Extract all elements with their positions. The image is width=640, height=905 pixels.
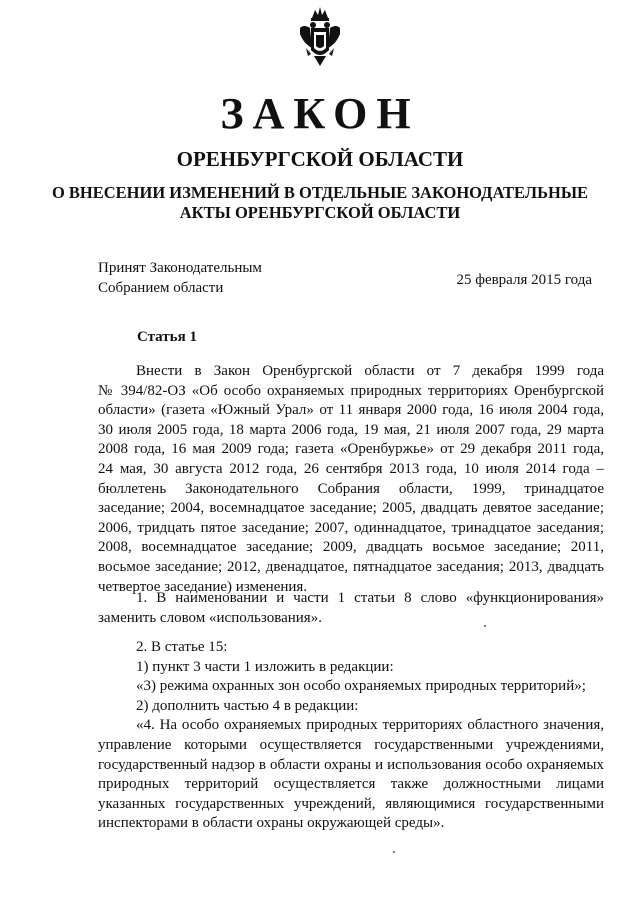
text-line: восьмое заседание; 2012, двенадцатое, пятнадцатое заседания; 2013, двадцать xyxy=(98,558,604,575)
text-line: 30 июля 2005 года, 18 марта 2006 года, 19 мая, 21 июля 2007 года, 29 марта xyxy=(98,421,604,438)
text-line: 2) дополнить частью 4 в редакции: xyxy=(136,697,359,714)
text-line: 2006, тридцать пятое заседание; 2007, одиннадцатое, тринадцатое заседания; xyxy=(98,519,604,536)
text-line: 2008, восемнадцатое заседание; 2009, двадцать восьмое заседание; 2011, xyxy=(98,539,604,556)
text-line: заменить словом «использования». xyxy=(98,609,322,626)
text-line: государственный надзор в области охраны и использования особо охраняемых xyxy=(98,756,604,773)
subject-line: О ВНЕСЕНИИ ИЗМЕНЕНИЙ В ОТДЕЛЬНЫЕ ЗАКОНОДАТЕЛЬНЫЕ xyxy=(51,183,589,202)
adoption-line: Собранием области xyxy=(98,280,224,296)
text-line: «3) режима охранных зон особо охраняемых природных территорий»; xyxy=(136,678,586,695)
article-heading: Статья 1 xyxy=(137,329,197,345)
coat-of-arms-icon xyxy=(298,4,342,70)
text-line: четвертое заседание) изменения. xyxy=(98,578,308,595)
text-line: природных территорий осуществляется также должностными лицами xyxy=(98,776,604,793)
document-subject xyxy=(0,183,640,223)
scan-speck xyxy=(393,851,395,853)
scan-speck xyxy=(484,625,486,627)
text-line: № 394/82-ОЗ «Об особо охраняемых природных территориях Оренбургской xyxy=(98,382,604,399)
text-line: 24 мая, 30 августа 2012 года, 26 сентября 2013 года, 10 июля 2014 года – xyxy=(98,460,604,477)
text-line: области» (газета «Южный Урал» от 11 января 2000 года, 16 июля 2004 года, xyxy=(98,402,604,419)
text-line: «4. На особо охраняемых природных территориях областного значения, xyxy=(136,717,604,734)
subject-line: АКТЫ ОРЕНБУРГСКОЙ ОБЛАСТИ xyxy=(179,203,461,222)
text-line: 1) пункт 3 части 1 изложить в редакции: xyxy=(136,658,394,675)
text-line: Внести в Закон Оренбургской области от 7 декабря 1999 года xyxy=(136,363,604,379)
intro-paragraph xyxy=(98,362,604,597)
document-region: ОРЕНБУРГСКОЙ ОБЛАСТИ xyxy=(176,147,464,171)
text-line: инспекторами в области охраны окружающей среды». xyxy=(98,815,445,832)
text-line: 2. В статье 15: xyxy=(136,639,228,655)
text-line: 1. В наименовании и части 1 статьи 8 слово «функционирования» xyxy=(136,590,604,606)
text-line: 2008 года, 16 мая 2009 года; газета «Оренбуржье» от 29 декабря 2011 года, xyxy=(98,441,604,458)
text-line: указанных государственных учреждений, являющимися государственными xyxy=(98,795,604,812)
document-title: ЗАКОН xyxy=(220,89,420,138)
item-1-paragraph xyxy=(98,589,604,628)
adoption-block xyxy=(98,258,262,298)
text-line: заседание; 2004, восемнадцатое заседание; 2005, двадцать девятое заседание; xyxy=(98,500,604,517)
text-line: бюллетень Законодательного Собрания области, 1999, тринадцатое xyxy=(98,480,604,497)
item-2-paragraph xyxy=(98,638,604,834)
text-line: управление которыми осуществляется государственными учреждениями, xyxy=(98,736,604,753)
adoption-line: Принят Законодательным xyxy=(98,260,262,276)
adoption-date: 25 февраля 2015 года xyxy=(456,272,592,288)
